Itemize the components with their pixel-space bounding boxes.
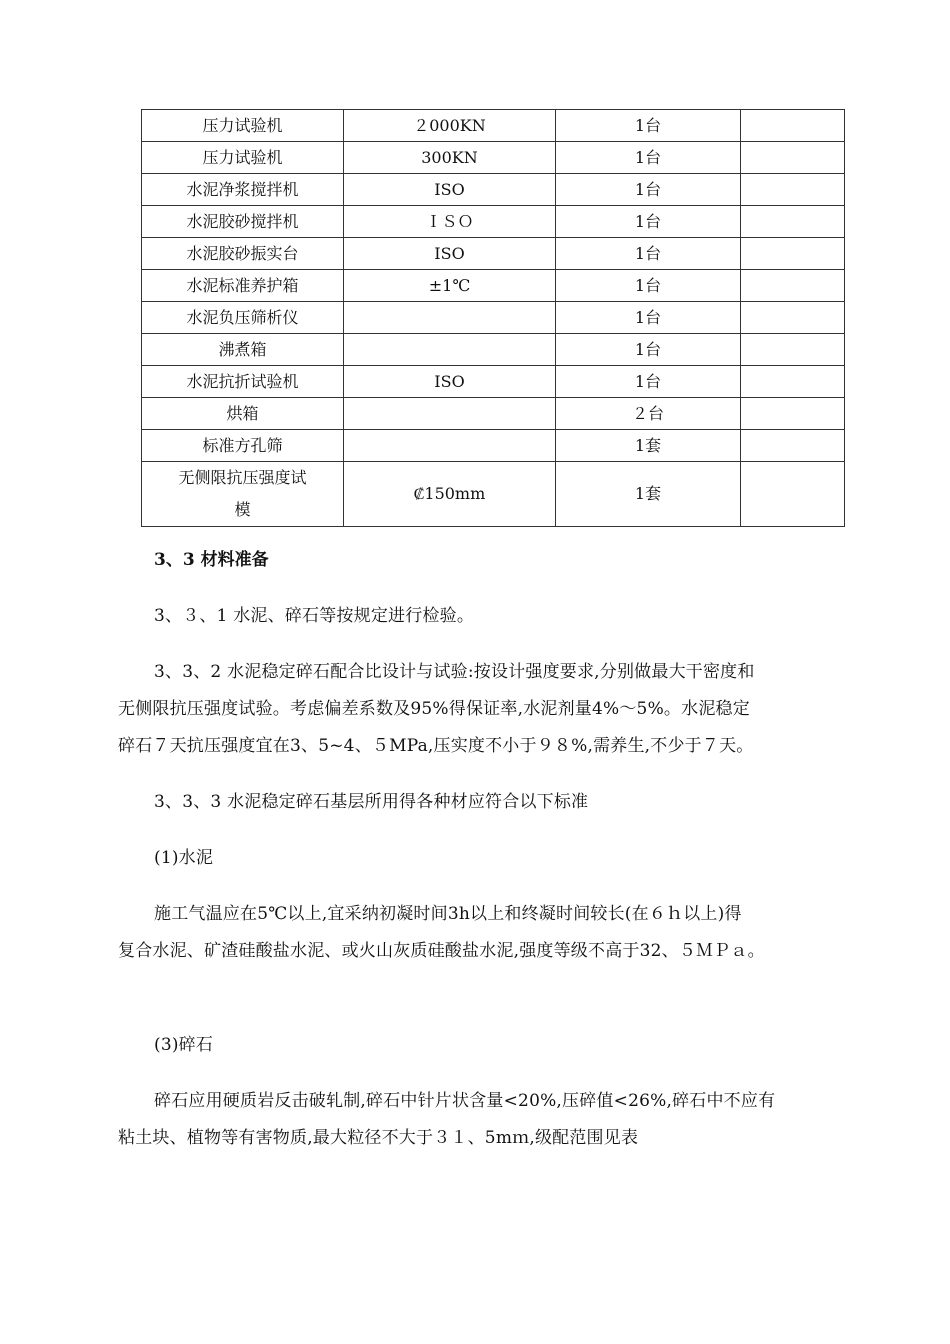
equipment-qty: 1台 xyxy=(556,142,741,174)
paragraph-line: (3)碎石 xyxy=(154,1035,214,1055)
equipment-name: 水泥负压筛析仪 xyxy=(142,302,344,334)
paragraph-line: 3、３、1 水泥、碎石等按规定进行检验。 xyxy=(154,606,475,626)
table-row xyxy=(142,110,845,142)
table-row xyxy=(142,174,845,206)
equipment-name: 水泥胶砂振实台 xyxy=(142,238,344,270)
paragraph-line: 无侧限抗压强度试验。考虑偏差系数及95%得保证率,水泥剂量4%～5%。水泥稳定 xyxy=(118,699,750,719)
equipment-spec xyxy=(344,334,556,366)
equipment-note xyxy=(741,462,845,527)
equipment-note xyxy=(741,430,845,462)
paragraph xyxy=(118,784,838,821)
paragraph-line: 碎石应用硬质岩反击破轧制,碎石中针片状含量<20%,压碎值<26%,碎石中不应有 xyxy=(154,1091,776,1111)
equipment-name: 水泥胶砂搅拌机 xyxy=(142,206,344,238)
equipment-qty: 1台 xyxy=(556,174,741,206)
equipment-note xyxy=(741,174,845,206)
document-body xyxy=(118,540,838,1157)
equipment-qty: 1台 xyxy=(556,334,741,366)
equipment-note xyxy=(741,110,845,142)
paragraph xyxy=(118,598,838,635)
table-row xyxy=(142,206,845,238)
equipment-name: 标准方孔筛 xyxy=(142,430,344,462)
table-row xyxy=(142,398,845,430)
equipment-spec xyxy=(344,430,556,462)
equipment-qty: 1台 xyxy=(556,206,741,238)
table-row xyxy=(142,430,845,462)
equipment-spec: ±1℃ xyxy=(344,270,556,302)
equipment-table xyxy=(141,109,845,527)
equipment-note xyxy=(741,334,845,366)
equipment-spec: ₡150mm xyxy=(344,462,556,527)
equipment-name xyxy=(142,462,344,527)
equipment-spec: ISO xyxy=(344,238,556,270)
equipment-name: 压力试验机 xyxy=(142,110,344,142)
equipment-note xyxy=(741,302,845,334)
equipment-name-line: 模 xyxy=(234,500,251,519)
equipment-spec: ２000KN xyxy=(344,110,556,142)
table-row xyxy=(142,366,845,398)
paragraph-line: 碎石７天抗压强度宜在3、5~4、５MPa,压实度不小于９８%,需养生,不少于７天。 xyxy=(118,736,754,756)
section-heading: 3、3 材料准备 xyxy=(154,550,269,570)
equipment-name: 水泥抗折试验机 xyxy=(142,366,344,398)
equipment-spec: ＩＳＯ xyxy=(344,206,556,238)
equipment-spec: 300KN xyxy=(344,142,556,174)
table-row xyxy=(142,270,845,302)
paragraph-line: 施工气温应在5℃以上,宜采纳初凝时间3h以上和终凝时间较长(在６ｈ以上)得 xyxy=(154,904,742,924)
equipment-spec xyxy=(344,302,556,334)
paragraph-line: 粘土块、植物等有害物质,最大粒径不大于３１、5mｍ,级配范围见表 xyxy=(118,1128,639,1148)
equipment-name: 压力试验机 xyxy=(142,142,344,174)
equipment-note xyxy=(741,366,845,398)
paragraph xyxy=(118,654,838,765)
equipment-qty: 1套 xyxy=(556,462,741,527)
equipment-note xyxy=(741,398,845,430)
equipment-spec: ISO xyxy=(344,366,556,398)
equipment-name: 水泥净浆搅拌机 xyxy=(142,174,344,206)
equipment-note xyxy=(741,206,845,238)
table-row xyxy=(142,238,845,270)
equipment-spec xyxy=(344,398,556,430)
equipment-qty: 1台 xyxy=(556,366,741,398)
table-row xyxy=(142,302,845,334)
equipment-qty: 1台 xyxy=(556,270,741,302)
equipment-qty: 1台 xyxy=(556,238,741,270)
table-row xyxy=(142,334,845,366)
equipment-note xyxy=(741,270,845,302)
table-row xyxy=(142,142,845,174)
paragraph xyxy=(118,896,838,970)
equipment-qty: 1台 xyxy=(556,302,741,334)
equipment-name: 烘箱 xyxy=(142,398,344,430)
table-row xyxy=(142,462,845,527)
subheading xyxy=(118,840,838,877)
equipment-qty: 1套 xyxy=(556,430,741,462)
equipment-note xyxy=(741,142,845,174)
paragraph-line: 3、3、3 水泥稳定碎石基层所用得各种材应符合以下标准 xyxy=(154,792,589,812)
paragraph-line: 复合水泥、矿渣硅酸盐水泥、或火山灰质硅酸盐水泥,强度等级不高于32、５ＭＰａ。 xyxy=(118,941,765,961)
equipment-qty: 1台 xyxy=(556,110,741,142)
equipment-note xyxy=(741,238,845,270)
paragraph-line: (1)水泥 xyxy=(154,848,214,868)
subheading xyxy=(118,1027,838,1064)
equipment-name: 水泥标准养护箱 xyxy=(142,270,344,302)
equipment-name: 沸煮箱 xyxy=(142,334,344,366)
equipment-name-line: 无侧限抗压强度试 xyxy=(178,468,307,487)
equipment-qty: ２台 xyxy=(556,398,741,430)
paragraph-line: 3、3、2 水泥稳定碎石配合比设计与试验:按设计强度要求,分别做最大干密度和 xyxy=(154,662,755,682)
equipment-spec: ISO xyxy=(344,174,556,206)
paragraph xyxy=(118,1083,838,1157)
